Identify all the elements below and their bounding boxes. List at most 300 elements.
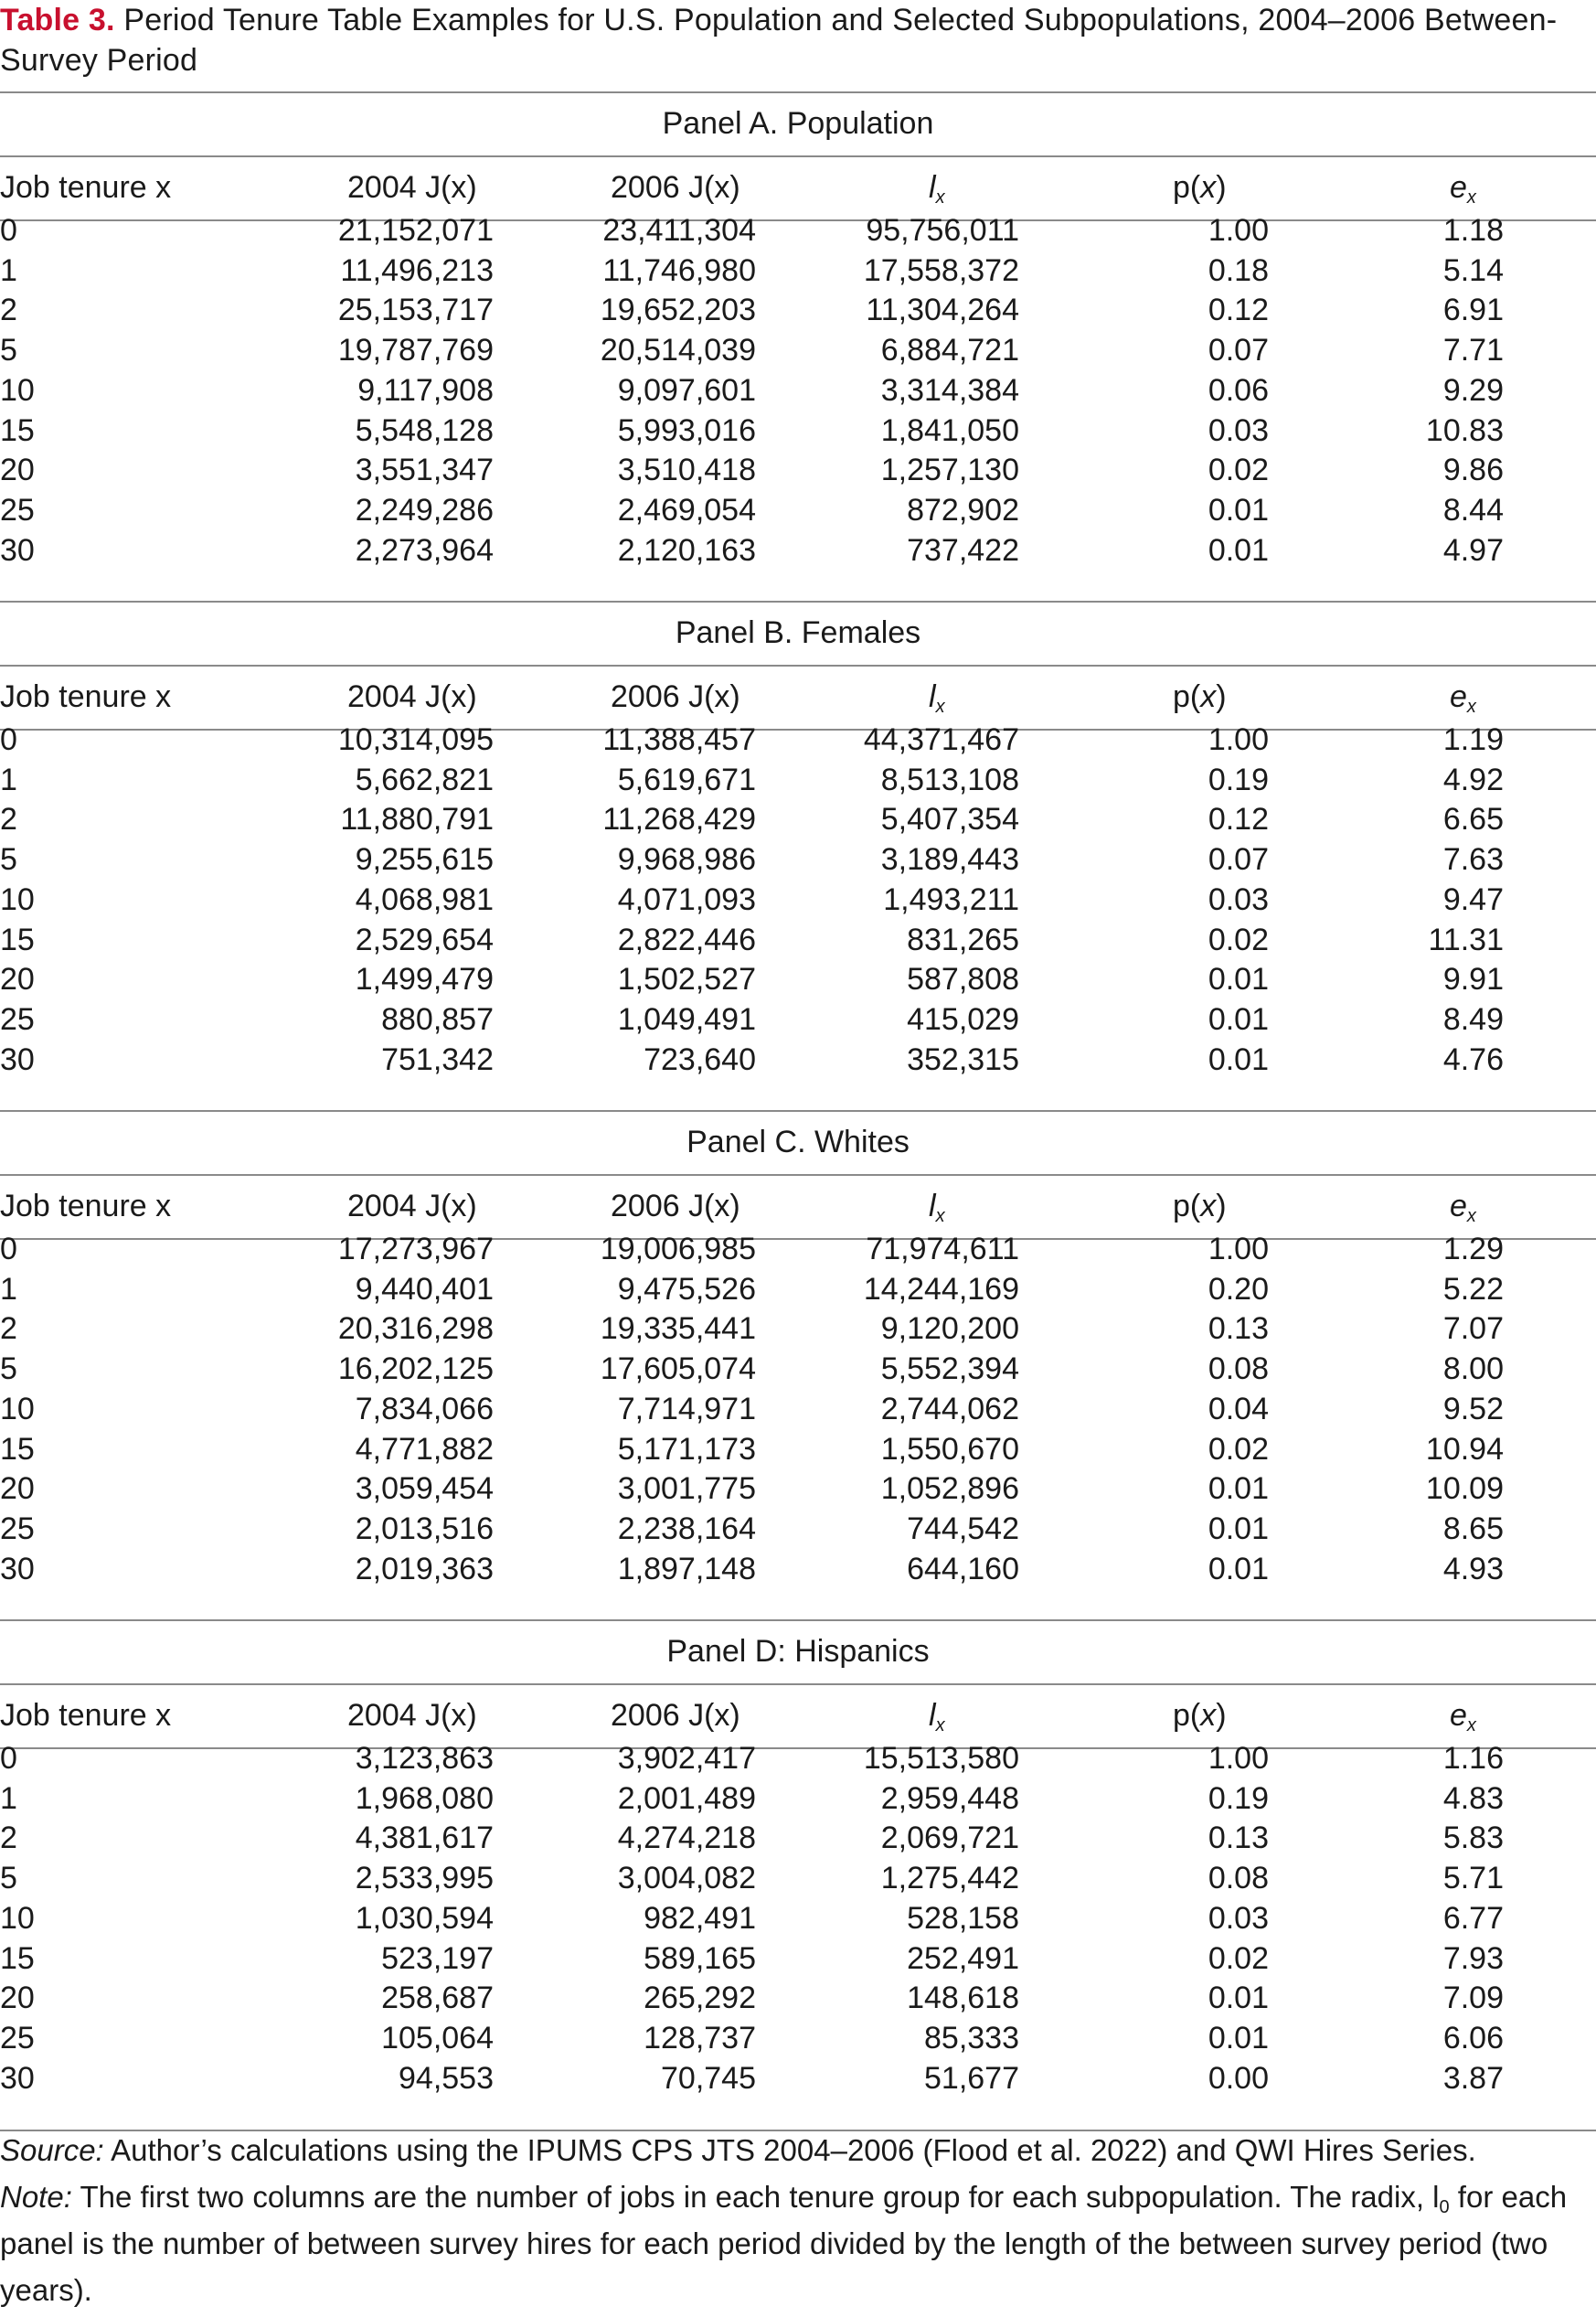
cell-2006-jx: 70,745 xyxy=(661,2060,756,2096)
header-ex-subscript: x xyxy=(1466,697,1476,717)
cell-ex: 6.65 xyxy=(1442,802,1504,838)
header-px xyxy=(1173,1186,1227,1226)
panel-title: Panel B. Females xyxy=(675,615,921,650)
cell-lx: 1,493,211 xyxy=(883,881,1019,917)
cell-tenure: 20 xyxy=(0,962,35,998)
cell-ex: 5.14 xyxy=(1442,252,1504,288)
cell-px: 0.13 xyxy=(1208,1820,1269,1856)
cell-2006-jx: 265,292 xyxy=(644,1981,756,2016)
header-px-pre: p( xyxy=(1173,1698,1201,1733)
cell-lx: 528,158 xyxy=(907,1900,1019,1936)
cell-px: 0.19 xyxy=(1208,1780,1269,1816)
table-row xyxy=(0,1509,1596,1549)
panel-title: Panel A. Population xyxy=(662,106,934,141)
table-row xyxy=(0,1229,1596,1269)
cell-px: 0.02 xyxy=(1208,1431,1269,1467)
cell-lx: 1,257,130 xyxy=(880,453,1019,488)
cell-tenure: 0 xyxy=(0,213,17,248)
cell-lx: 148,618 xyxy=(907,1981,1019,2016)
cell-2006-jx: 2,120,163 xyxy=(617,532,756,568)
cell-ex: 4.92 xyxy=(1442,762,1504,797)
cell-2006-jx: 1,897,148 xyxy=(617,1551,756,1586)
table-row xyxy=(0,1898,1596,1938)
header-lx-subscript: x xyxy=(935,187,945,208)
header-lx xyxy=(929,1186,945,1226)
cell-lx: 85,333 xyxy=(924,2020,1019,2055)
cell-lx: 737,422 xyxy=(907,532,1019,568)
header-job-tenure: Job tenure x xyxy=(0,170,172,205)
cell-tenure: 10 xyxy=(0,1391,35,1426)
cell-2004-jx: 4,068,981 xyxy=(355,881,494,917)
table-row xyxy=(0,1549,1596,1589)
header-2004-jx: 2004 J(x) xyxy=(347,1189,477,1223)
cell-tenure: 30 xyxy=(0,1551,35,1586)
table-row xyxy=(0,251,1596,291)
cell-2004-jx: 1,968,080 xyxy=(355,1780,494,1816)
cell-2006-jx: 3,004,082 xyxy=(617,1861,756,1896)
table-row xyxy=(0,2018,1596,2058)
cell-tenure: 15 xyxy=(0,922,35,957)
cell-2004-jx: 2,529,654 xyxy=(355,922,494,957)
cell-lx: 6,884,721 xyxy=(880,333,1019,368)
cell-tenure: 5 xyxy=(0,333,17,368)
cell-2006-jx: 4,071,093 xyxy=(617,881,756,917)
cell-px: 0.01 xyxy=(1208,1981,1269,2016)
cell-lx: 1,052,896 xyxy=(880,1471,1019,1507)
header-px xyxy=(1173,677,1227,717)
header-2006-jx: 2006 J(x) xyxy=(611,1698,740,1733)
header-ex-subscript: x xyxy=(1466,187,1476,208)
cell-px: 0.01 xyxy=(1208,1001,1269,1037)
cell-px: 1.00 xyxy=(1208,1741,1269,1776)
cell-2004-jx: 2,013,516 xyxy=(355,1511,494,1546)
header-2004-jx: 2004 J(x) xyxy=(347,679,477,714)
column-header-row xyxy=(0,677,1596,717)
cell-lx: 744,542 xyxy=(907,1511,1019,1546)
cell-tenure: 0 xyxy=(0,722,17,757)
cell-lx: 5,552,394 xyxy=(880,1351,1019,1387)
table-row xyxy=(0,880,1596,920)
table-row xyxy=(0,530,1596,571)
cell-lx: 1,275,442 xyxy=(880,1861,1019,1896)
header-2006-jx: 2006 J(x) xyxy=(611,1189,740,1223)
cell-2004-jx: 2,019,363 xyxy=(355,1551,494,1586)
cell-2004-jx: 5,662,821 xyxy=(355,762,494,797)
header-ex-subscript: x xyxy=(1466,1715,1476,1735)
cell-2004-jx: 19,787,769 xyxy=(337,333,494,368)
cell-2004-jx: 105,064 xyxy=(381,2020,494,2055)
table-row xyxy=(0,290,1596,330)
cell-2004-jx: 1,499,479 xyxy=(355,962,494,998)
cell-px: 0.12 xyxy=(1208,802,1269,838)
table-row xyxy=(0,450,1596,490)
cell-tenure: 1 xyxy=(0,1271,17,1307)
cell-ex: 10.83 xyxy=(1425,412,1504,448)
cell-2004-jx: 11,496,213 xyxy=(340,252,494,288)
cell-ex: 4.83 xyxy=(1442,1780,1504,1816)
header-ex xyxy=(1450,1695,1476,1735)
cell-2004-jx: 5,548,128 xyxy=(355,412,494,448)
column-header-row xyxy=(0,1186,1596,1226)
cell-tenure: 10 xyxy=(0,1900,35,1936)
cell-lx: 71,974,611 xyxy=(866,1232,1019,1266)
cell-px: 0.01 xyxy=(1208,1041,1269,1077)
table-title: Period Tenure Table Examples for U.S. Population and Selected Subpopulations, 2004–2006 Between-Survey Period xyxy=(0,3,1558,78)
cell-2004-jx: 2,533,995 xyxy=(355,1861,494,1896)
cell-tenure: 10 xyxy=(0,881,35,917)
header-px-post: ) xyxy=(1216,1189,1227,1223)
header-job-tenure: Job tenure x xyxy=(0,1698,172,1733)
cell-tenure: 0 xyxy=(0,1741,17,1776)
cell-2006-jx: 11,746,980 xyxy=(602,252,756,288)
header-ex xyxy=(1450,1186,1476,1226)
cell-2006-jx: 589,165 xyxy=(644,1940,756,1976)
cell-tenure: 30 xyxy=(0,532,35,568)
table-caption xyxy=(0,0,1596,80)
cell-2004-jx: 11,880,791 xyxy=(340,802,494,838)
table-row xyxy=(0,1738,1596,1778)
cell-px: 0.08 xyxy=(1208,1861,1269,1896)
cell-ex: 10.94 xyxy=(1425,1431,1504,1467)
cell-lx: 415,029 xyxy=(907,1001,1019,1037)
cell-ex: 6.77 xyxy=(1442,1900,1504,1936)
cell-2006-jx: 11,268,429 xyxy=(602,802,756,838)
cell-lx: 9,120,200 xyxy=(880,1311,1019,1347)
table-row xyxy=(0,760,1596,800)
header-px-var: x xyxy=(1200,170,1217,205)
panel-title: Panel C. Whites xyxy=(686,1125,910,1159)
cell-ex: 7.07 xyxy=(1442,1311,1504,1347)
header-2004-jx: 2004 J(x) xyxy=(347,1698,477,1733)
header-lx-subscript: x xyxy=(935,1715,945,1735)
cell-px: 0.01 xyxy=(1208,962,1269,998)
cell-tenure: 10 xyxy=(0,372,35,408)
cell-lx: 44,371,467 xyxy=(863,722,1019,757)
cell-tenure: 5 xyxy=(0,842,17,878)
cell-lx: 17,558,372 xyxy=(863,252,1019,288)
general-note xyxy=(0,2173,1596,2313)
source-text: Author’s calculations using the IPUMS CPS JTS 2004–2006 (Flood et al. 2022) and QWI Hires Series. xyxy=(103,2133,1476,2167)
table-row xyxy=(0,1468,1596,1509)
cell-lx: 8,513,108 xyxy=(880,762,1019,797)
header-lx xyxy=(929,1695,945,1735)
header-2006-jx: 2006 J(x) xyxy=(611,170,740,205)
cell-2004-jx: 3,551,347 xyxy=(355,453,494,488)
cell-lx: 2,744,062 xyxy=(880,1391,1019,1426)
table-row xyxy=(0,411,1596,451)
cell-tenure: 20 xyxy=(0,1471,35,1507)
cell-tenure: 5 xyxy=(0,1861,17,1896)
cell-px: 0.03 xyxy=(1208,1900,1269,1936)
cell-ex: 4.76 xyxy=(1442,1041,1504,1077)
header-lx-base: l xyxy=(929,1698,936,1733)
header-ex xyxy=(1450,167,1476,208)
header-ex-base: e xyxy=(1450,1698,1467,1733)
cell-ex: 10.09 xyxy=(1425,1471,1504,1507)
cell-ex: 4.93 xyxy=(1442,1551,1504,1586)
cell-lx: 2,959,448 xyxy=(880,1780,1019,1816)
cell-px: 0.01 xyxy=(1208,1551,1269,1586)
cell-2004-jx: 21,152,071 xyxy=(337,213,494,248)
cell-tenure: 25 xyxy=(0,1001,35,1037)
cell-px: 1.00 xyxy=(1208,1232,1269,1266)
cell-lx: 872,902 xyxy=(907,492,1019,528)
header-lx-subscript: x xyxy=(935,1206,945,1226)
cell-lx: 14,244,169 xyxy=(863,1271,1019,1307)
cell-ex: 9.91 xyxy=(1442,962,1504,998)
table-row xyxy=(0,1938,1596,1979)
cell-ex: 6.91 xyxy=(1442,293,1504,328)
table-notes xyxy=(0,2127,1596,2313)
cell-2006-jx: 9,097,601 xyxy=(617,372,756,408)
cell-2004-jx: 2,249,286 xyxy=(355,492,494,528)
cell-ex: 3.87 xyxy=(1442,2060,1504,2096)
column-header-row xyxy=(0,1695,1596,1735)
cell-2004-jx: 9,255,615 xyxy=(355,842,494,878)
cell-px: 0.01 xyxy=(1208,492,1269,528)
table-row xyxy=(0,1349,1596,1389)
table-row xyxy=(0,1429,1596,1469)
cell-2004-jx: 25,153,717 xyxy=(337,293,494,328)
cell-2004-jx: 9,440,401 xyxy=(355,1271,494,1307)
table-row xyxy=(0,330,1596,370)
cell-px: 0.12 xyxy=(1208,293,1269,328)
panel-top-rule xyxy=(0,601,1596,603)
cell-tenure: 30 xyxy=(0,1041,35,1077)
header-job-tenure: Job tenure x xyxy=(0,1189,172,1223)
note-subscript: 0 xyxy=(1439,2197,1450,2217)
header-ex xyxy=(1450,677,1476,717)
cell-lx: 352,315 xyxy=(907,1041,1019,1077)
cell-lx: 3,314,384 xyxy=(880,372,1019,408)
header-lx xyxy=(929,677,945,717)
cell-px: 0.04 xyxy=(1208,1391,1269,1426)
header-px-post: ) xyxy=(1216,1698,1227,1733)
cell-ex: 11.31 xyxy=(1428,922,1504,957)
table-row xyxy=(0,799,1596,839)
note-text-1: The first two columns are the number of jobs in each tenure group for each subpopulation. The radix, l xyxy=(71,2180,1440,2214)
cell-tenure: 20 xyxy=(0,453,35,488)
cell-2006-jx: 17,605,074 xyxy=(600,1351,756,1387)
cell-2006-jx: 1,049,491 xyxy=(617,1001,756,1037)
cell-px: 1.00 xyxy=(1208,722,1269,757)
table-row xyxy=(0,1040,1596,1080)
source-note xyxy=(0,2127,1596,2173)
cell-px: 1.00 xyxy=(1208,213,1269,248)
cell-tenure: 25 xyxy=(0,1511,35,1546)
cell-ex: 7.71 xyxy=(1442,333,1504,368)
note-label: Note: xyxy=(0,2180,72,2214)
cell-2006-jx: 19,006,985 xyxy=(600,1232,756,1266)
cell-tenure: 2 xyxy=(0,293,17,328)
cell-2004-jx: 94,553 xyxy=(399,2060,494,2096)
cell-tenure: 5 xyxy=(0,1351,17,1387)
cell-2004-jx: 17,273,967 xyxy=(337,1232,494,1266)
cell-px: 0.07 xyxy=(1208,333,1269,368)
cell-px: 0.01 xyxy=(1208,1511,1269,1546)
cell-2004-jx: 2,273,964 xyxy=(355,532,494,568)
cell-2006-jx: 3,510,418 xyxy=(617,453,756,488)
cell-2006-jx: 7,714,971 xyxy=(617,1391,756,1426)
cell-tenure: 0 xyxy=(0,1232,17,1266)
cell-px: 0.06 xyxy=(1208,372,1269,408)
header-lx-subscript: x xyxy=(935,697,945,717)
cell-px: 0.19 xyxy=(1208,762,1269,797)
cell-tenure: 2 xyxy=(0,1820,17,1856)
cell-tenure: 2 xyxy=(0,802,17,838)
panel-top-rule xyxy=(0,1619,1596,1621)
header-px-var: x xyxy=(1200,1189,1217,1223)
cell-2006-jx: 128,737 xyxy=(644,2020,756,2055)
cell-ex: 1.18 xyxy=(1442,213,1504,248)
cell-tenure: 15 xyxy=(0,1940,35,1976)
cell-2004-jx: 258,687 xyxy=(381,1981,494,2016)
cell-lx: 15,513,580 xyxy=(863,1741,1019,1776)
cell-ex: 5.71 xyxy=(1442,1861,1504,1896)
table-row xyxy=(0,1778,1596,1819)
cell-tenure: 1 xyxy=(0,1780,17,1816)
cell-ex: 8.49 xyxy=(1442,1001,1504,1037)
cell-2006-jx: 1,502,527 xyxy=(617,962,756,998)
cell-ex: 4.97 xyxy=(1442,532,1504,568)
header-lx-base: l xyxy=(929,170,936,205)
cell-2006-jx: 2,469,054 xyxy=(617,492,756,528)
table-label: Table 3. xyxy=(0,3,115,37)
cell-2006-jx: 2,238,164 xyxy=(617,1511,756,1546)
cell-ex: 5.22 xyxy=(1442,1271,1504,1307)
cell-ex: 9.52 xyxy=(1442,1391,1504,1426)
cell-tenure: 15 xyxy=(0,412,35,448)
table-row xyxy=(0,490,1596,530)
cell-2004-jx: 523,197 xyxy=(381,1940,494,1976)
column-header-row xyxy=(0,167,1596,208)
header-lx xyxy=(929,167,945,208)
cell-ex: 8.65 xyxy=(1442,1511,1504,1546)
header-px xyxy=(1173,1695,1227,1735)
cell-px: 0.03 xyxy=(1208,881,1269,917)
cell-tenure: 2 xyxy=(0,1311,17,1347)
cell-2006-jx: 3,001,775 xyxy=(617,1471,756,1507)
cell-px: 0.18 xyxy=(1208,252,1269,288)
cell-lx: 1,841,050 xyxy=(880,412,1019,448)
cell-2004-jx: 10,314,095 xyxy=(337,722,494,757)
cell-2006-jx: 4,274,218 xyxy=(617,1820,756,1856)
header-ex-base: e xyxy=(1450,170,1467,205)
header-job-tenure: Job tenure x xyxy=(0,679,172,714)
table-row xyxy=(0,210,1596,251)
table-row xyxy=(0,1389,1596,1429)
cell-2004-jx: 7,834,066 xyxy=(355,1391,494,1426)
cell-tenure: 25 xyxy=(0,2020,35,2055)
header-px-var: x xyxy=(1200,1698,1217,1733)
table-row xyxy=(0,1818,1596,1858)
cell-2004-jx: 880,857 xyxy=(381,1001,494,1037)
cell-lx: 2,069,721 xyxy=(880,1820,1019,1856)
cell-lx: 1,550,670 xyxy=(880,1431,1019,1467)
cell-2006-jx: 723,640 xyxy=(644,1041,756,1077)
cell-ex: 1.19 xyxy=(1442,722,1504,757)
cell-ex: 1.29 xyxy=(1442,1232,1504,1266)
header-lx-base: l xyxy=(929,679,936,714)
cell-2006-jx: 19,652,203 xyxy=(600,293,756,328)
cell-tenure: 25 xyxy=(0,492,35,528)
panel-title-rule xyxy=(0,1174,1596,1176)
cell-2004-jx: 20,316,298 xyxy=(337,1311,494,1347)
panel-title: Panel D: Hispanics xyxy=(666,1634,930,1669)
cell-ex: 9.29 xyxy=(1442,372,1504,408)
cell-lx: 51,677 xyxy=(924,2060,1019,2096)
cell-px: 0.02 xyxy=(1208,453,1269,488)
cell-2006-jx: 982,491 xyxy=(644,1900,756,1936)
panel-title-rule xyxy=(0,665,1596,667)
cell-2006-jx: 9,475,526 xyxy=(617,1271,756,1307)
header-px-var: x xyxy=(1200,679,1217,714)
cell-2006-jx: 23,411,304 xyxy=(602,213,756,248)
table-row xyxy=(0,1978,1596,2018)
header-px-pre: p( xyxy=(1173,1189,1201,1223)
cell-tenure: 20 xyxy=(0,1981,35,2016)
cell-2006-jx: 19,335,441 xyxy=(600,1311,756,1347)
cell-ex: 7.93 xyxy=(1442,1940,1504,1976)
header-px-pre: p( xyxy=(1173,679,1201,714)
header-ex-subscript: x xyxy=(1466,1206,1476,1226)
cell-ex: 9.86 xyxy=(1442,453,1504,488)
cell-2004-jx: 3,123,863 xyxy=(355,1741,494,1776)
cell-px: 0.02 xyxy=(1208,1940,1269,1976)
cell-lx: 11,304,264 xyxy=(866,293,1019,328)
table-row xyxy=(0,1269,1596,1309)
table-row xyxy=(0,720,1596,760)
cell-tenure: 1 xyxy=(0,762,17,797)
cell-px: 0.08 xyxy=(1208,1351,1269,1387)
cell-ex: 5.83 xyxy=(1442,1820,1504,1856)
cell-2006-jx: 9,968,986 xyxy=(617,842,756,878)
panel-title-rule xyxy=(0,155,1596,157)
cell-ex: 1.16 xyxy=(1442,1741,1504,1776)
table-row xyxy=(0,1858,1596,1898)
cell-2004-jx: 751,342 xyxy=(381,1041,494,1077)
header-2006-jx: 2006 J(x) xyxy=(611,679,740,714)
cell-px: 0.01 xyxy=(1208,2020,1269,2055)
cell-tenure: 15 xyxy=(0,1431,35,1467)
cell-px: 0.02 xyxy=(1208,922,1269,957)
panel-top-rule xyxy=(0,1110,1596,1112)
header-lx-base: l xyxy=(929,1189,936,1223)
cell-2006-jx: 3,902,417 xyxy=(617,1741,756,1776)
table-row xyxy=(0,839,1596,880)
header-2004-jx: 2004 J(x) xyxy=(347,170,477,205)
cell-2006-jx: 11,388,457 xyxy=(602,722,756,757)
cell-lx: 5,407,354 xyxy=(880,802,1019,838)
source-label: Source: xyxy=(0,2133,104,2167)
header-ex-base: e xyxy=(1450,679,1467,714)
cell-tenure: 1 xyxy=(0,252,17,288)
table-row xyxy=(0,920,1596,960)
cell-ex: 8.44 xyxy=(1442,492,1504,528)
cell-2004-jx: 16,202,125 xyxy=(337,1351,494,1387)
table-row xyxy=(0,959,1596,999)
cell-2006-jx: 20,514,039 xyxy=(600,333,756,368)
cell-ex: 8.00 xyxy=(1442,1351,1504,1387)
cell-2004-jx: 3,059,454 xyxy=(355,1471,494,1507)
panel-top-rule xyxy=(0,91,1596,93)
table-row xyxy=(0,999,1596,1040)
header-px-post: ) xyxy=(1216,679,1227,714)
cell-px: 0.01 xyxy=(1208,1471,1269,1507)
cell-lx: 831,265 xyxy=(907,922,1019,957)
cell-2004-jx: 9,117,908 xyxy=(357,372,494,408)
cell-2006-jx: 5,171,173 xyxy=(617,1431,756,1467)
